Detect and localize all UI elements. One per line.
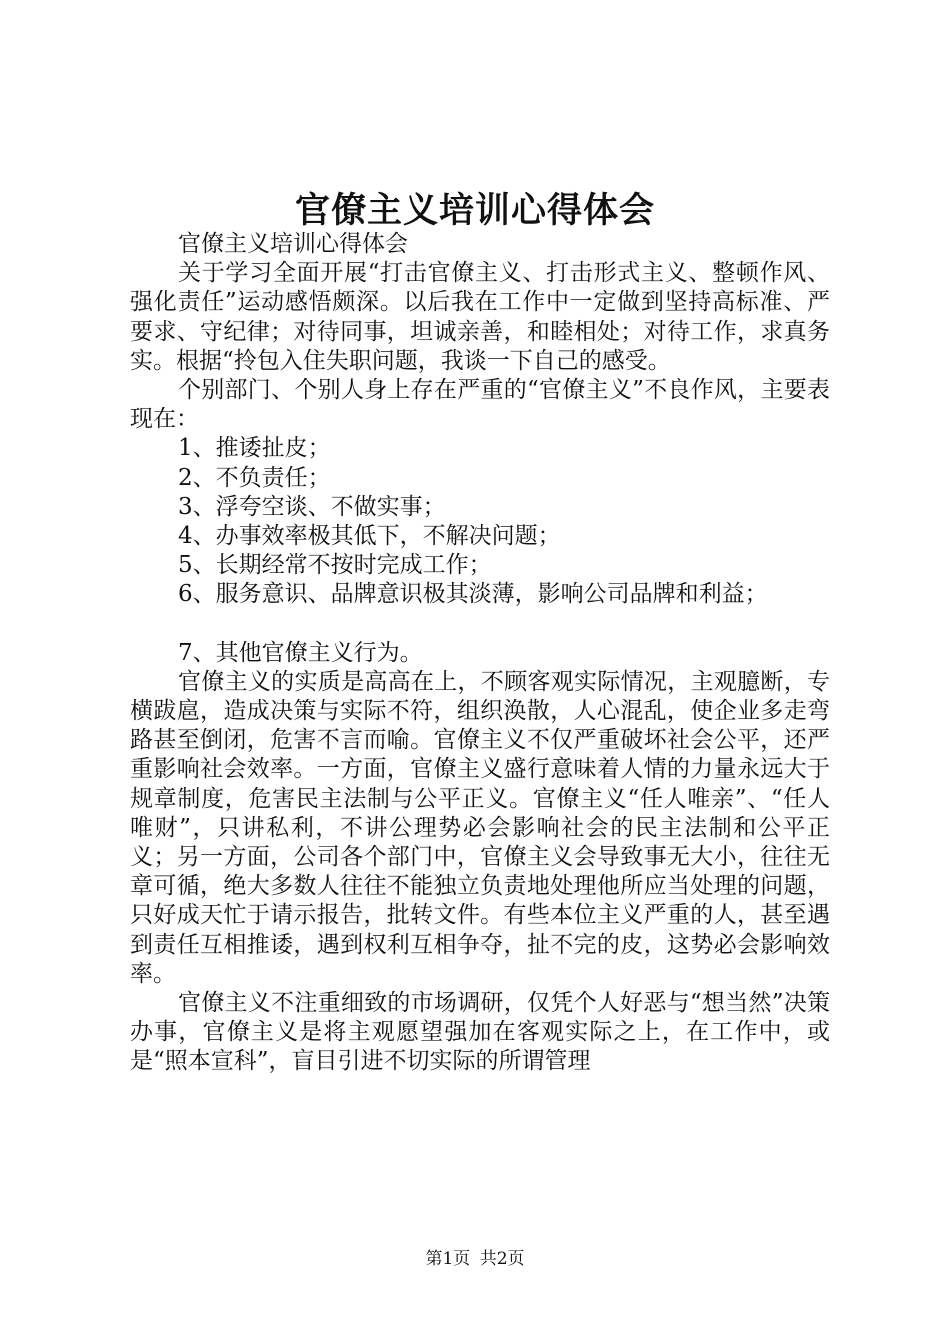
symptoms-intro-paragraph: 个别部门、个别人身上存在严重的“官僚主义”不良作风，主要表现在： xyxy=(130,377,830,433)
list-item-2: 2、不负责任； xyxy=(178,464,331,491)
page-footer: 第1页 共2页 xyxy=(425,1249,525,1269)
subtitle-paragraph: 官僚主义培训心得体会 xyxy=(178,231,408,257)
intro-paragraph: 关于学习全面开展“打击官僚主义、打击形式主义、整顿作风、强化责任”运动感悟颇深。以后我在工作中一定做到坚持高标准、严要求、守纪律；对待同事，坦诚亲善，和睦相处；对待工作，求真务实。根据“拎包入住失职问题，我谈一下自己的感受。 xyxy=(130,260,830,374)
document-body xyxy=(130,230,830,1077)
list-item-1: 1、推诿扯皮； xyxy=(178,435,331,462)
document-title: 官僚主义培训心得体会 xyxy=(294,191,655,231)
research-paragraph: 官僚主义不注重细致的市场调研，仅凭个人好恶与“想当然”决策办事，官僚主义是将主观愿望强加在客观实际之上，在工作中，或是“照本宣科”，盲目引进不切实际的所谓管理 xyxy=(130,990,830,1075)
list-item-7: 7、其他官僚主义行为。 xyxy=(178,639,423,666)
list-item-5: 5、长期经常不按时完成工作； xyxy=(178,552,492,579)
list-item-3: 3、浮夸空谈、不做实事； xyxy=(178,493,446,520)
list-item-6: 6、服务意识、品牌意识极其淡薄，影响公司品牌和利益； xyxy=(178,581,768,608)
list-item-4: 4、办事效率极其低下，不解决问题； xyxy=(178,523,561,550)
essence-paragraph: 官僚主义的实质是高高在上，不顾客观实际情况，主观臆断，专横跋扈，造成决策与实际不符，组织涣散，人心混乱，使企业多走弯路甚至倒闭，危害不言而喻。官僚主义不仅严重破坏社会公平，还严重影响社会效率。一方面，官僚主义盛行意味着人情的力量永远大于规章制度，危害民主法制与公平正义。官僚主义“任人唯亲”、“任人唯财”，只讲私利，不讲公理势必会影响社会的民主法制和公平正义；另一方面，公司各个部门中，官僚主义会导致事无大小，往往无章可循，绝大多数人往往不能独立负责地处理他所应当处理的问题，只好成天忙于请示报告，批转文件。有些本位主义严重的人，甚至遇到责任互相推诿，遇到权利互相争夺，扯不完的皮，这势必会影响效率。 xyxy=(130,668,830,987)
blank-line xyxy=(130,610,830,639)
